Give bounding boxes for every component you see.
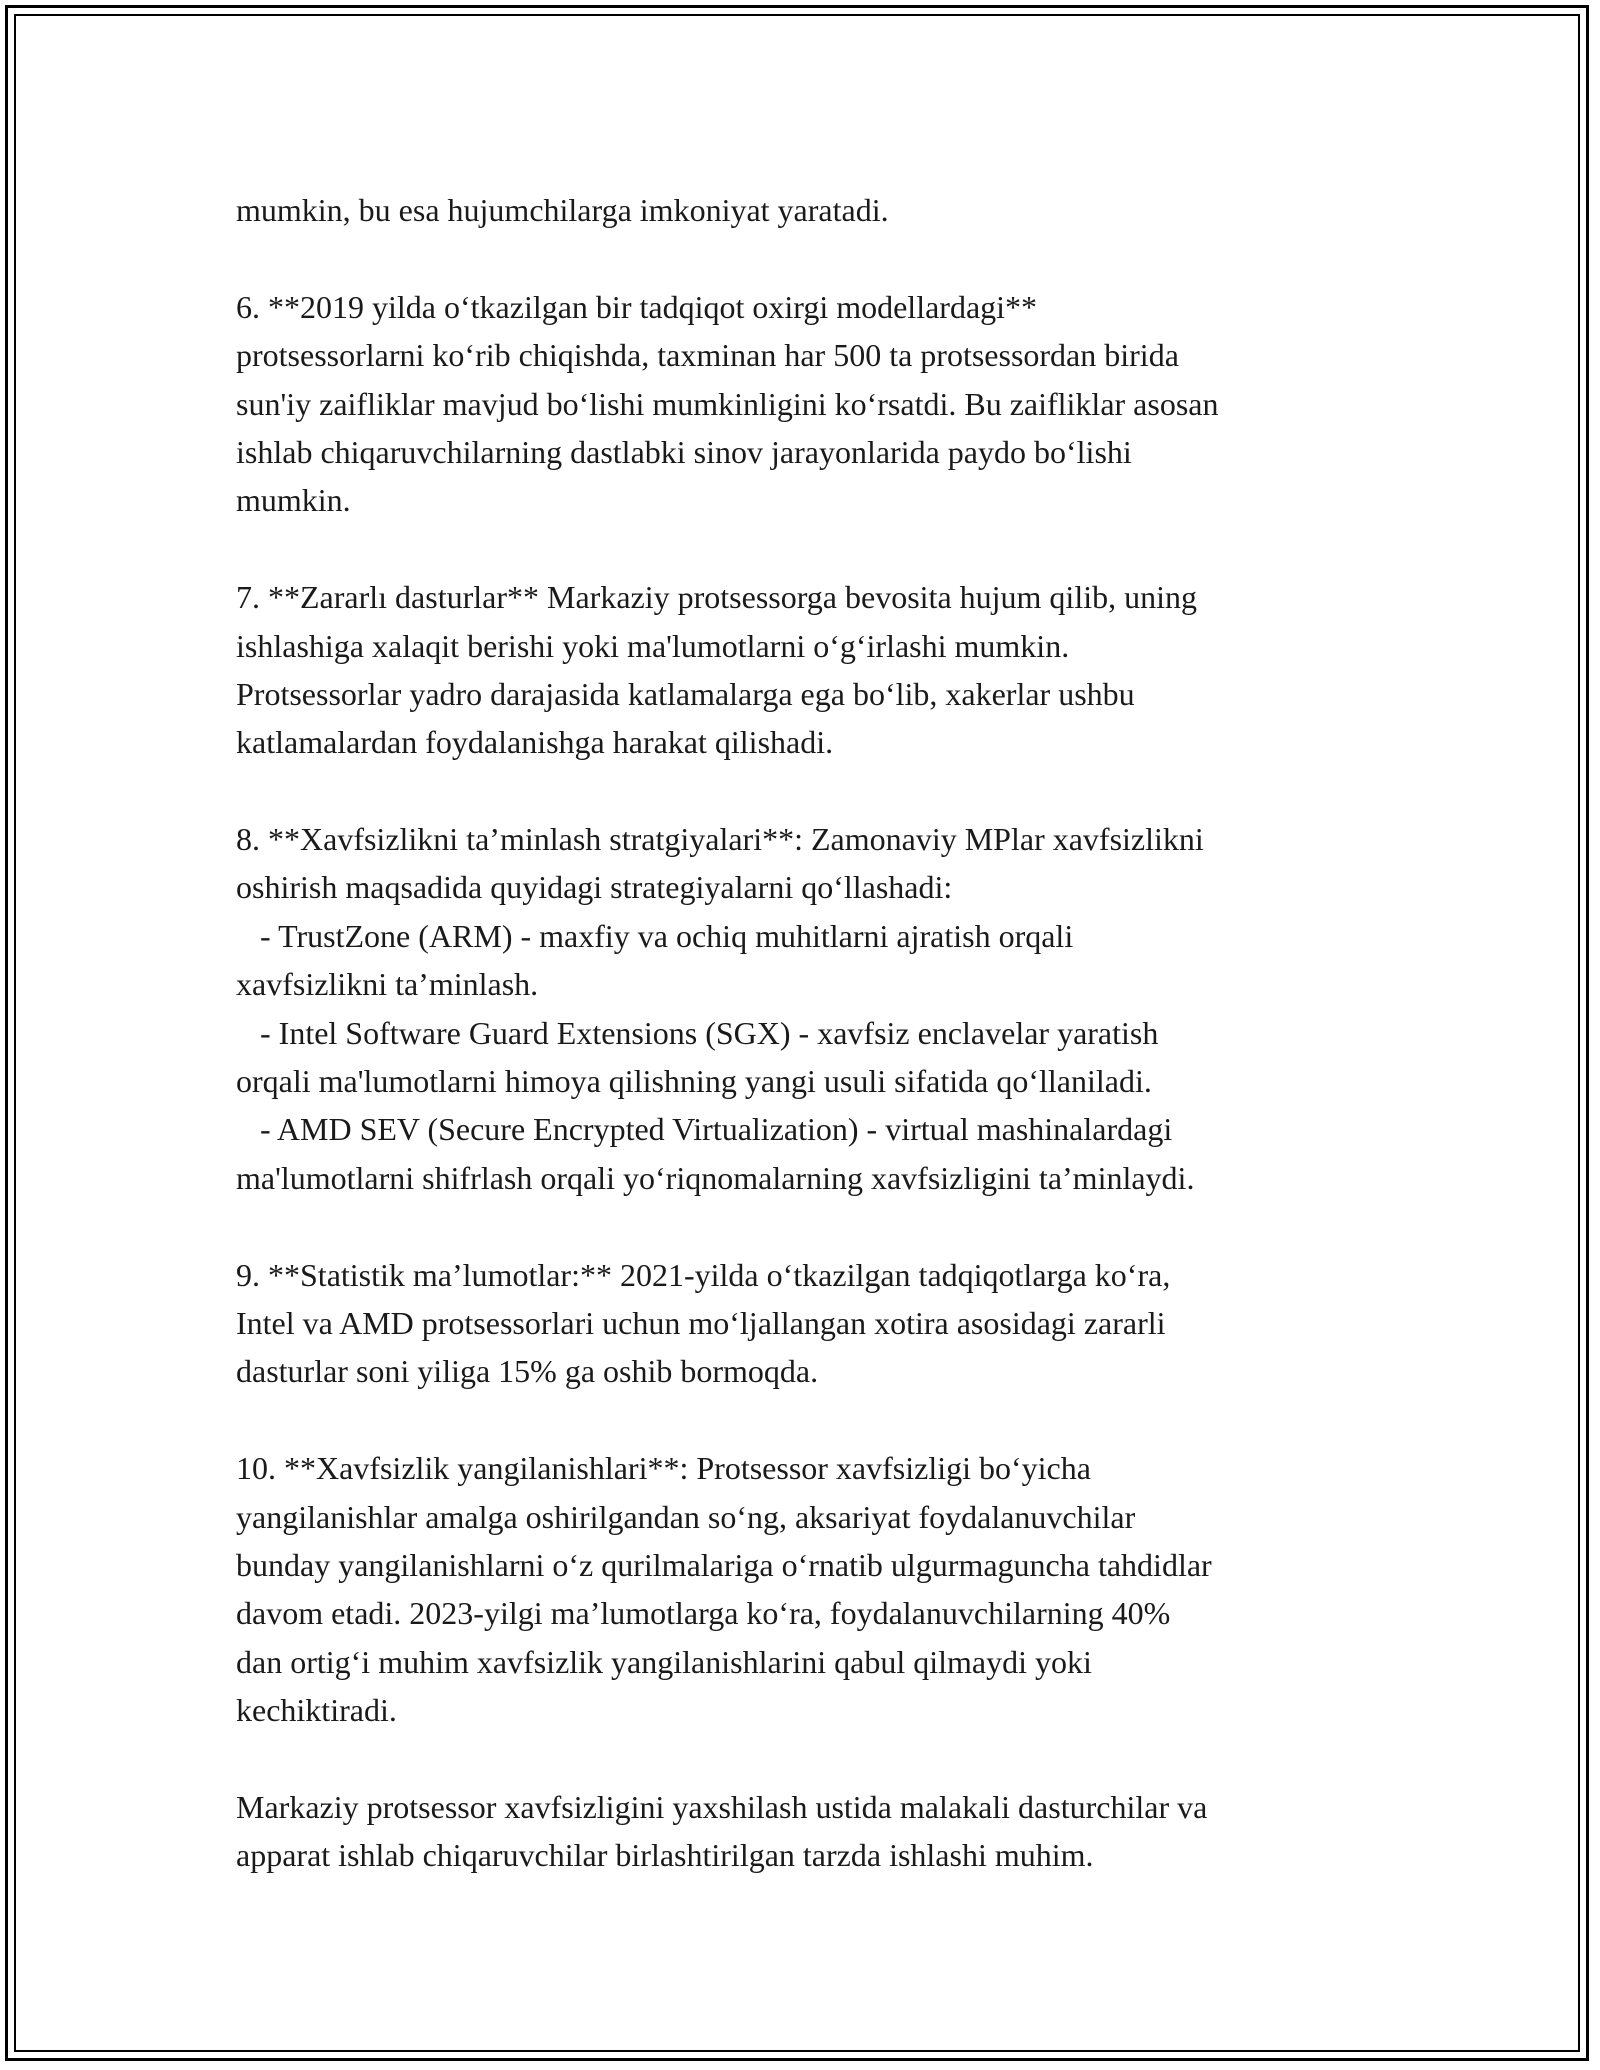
text-line: dan ortig‘i muhim xavfsizlik yangilanishlarini qabul qilmaydi yoki <box>236 1643 1092 1680</box>
text-line: Markaziy protsessor xavfsizligini yaxshilash ustida malakali dasturchilar va <box>236 1788 1208 1825</box>
text-line: ishlab chiqaruvchilarning dastlabki sinov jarayonlarida paydo bo‘lishi <box>236 433 1132 470</box>
paragraph-8 <box>236 815 1386 1202</box>
paragraph-spacer <box>236 1396 1386 1444</box>
text-line: - Intel Software Guard Extensions (SGX) - xavfsiz enclavelar yaratish <box>236 1014 1159 1051</box>
text-line: oshirish maqsadida quyidagi strategiyalarni qo‘llashadi: <box>236 869 953 906</box>
paragraph-continuation <box>236 186 1386 234</box>
text-line: 10. **Xavfsizlik yangilanishlari**: Protsessor xavfsizligi bo‘yicha <box>236 1450 1091 1487</box>
text-line: mumkin. <box>236 482 351 519</box>
text-line: Protsessorlar yadro darajasida katlamalarga ega bo‘lib, xakerlar ushbu <box>236 675 1135 712</box>
text-line: mumkin, bu esa hujumchilarga imkoniyat yaratadi. <box>236 192 889 228</box>
paragraph-spacer <box>236 525 1386 573</box>
text-line: ishlashiga xalaqit berishi yoki ma'lumotlarni o‘g‘irlashi mumkin. <box>236 627 1070 664</box>
text-line: orqali ma'lumotlarni himoya qilishning yangi usuli sifatida qo‘llaniladi. <box>236 1063 1152 1100</box>
text-line: katlamalardan foydalanishga harakat qilishadi. <box>236 724 834 761</box>
paragraph-spacer <box>236 1735 1386 1783</box>
text-line: davom etadi. 2023-yilgi ma’lumotlarga ko‘ra, foydalanuvchilarning 40% <box>236 1595 1171 1632</box>
paragraph-9 <box>236 1251 1386 1396</box>
text-line: dasturlar soni yiliga 15% ga oshib bormoqda. <box>236 1353 819 1390</box>
text-line: protsessorlarni ko‘rib chiqishda, taxminan har 500 ta protsessordan birida <box>236 337 1179 374</box>
text-line: 9. **Statistik ma’lumotlar:** 2021-yilda o‘tkazilgan tadqiqotlarga ko‘ra, <box>236 1256 1171 1293</box>
text-line: - AMD SEV (Secure Encrypted Virtualization) - virtual mashinalardagi <box>236 1111 1173 1148</box>
document-body <box>236 186 1386 1880</box>
text-line: sun'iy zaifliklar mavjud bo‘lishi mumkinligini ko‘rsatdi. Bu zaifliklar asosan <box>236 385 1219 422</box>
paragraph-6 <box>236 283 1386 525</box>
text-line: yangilanishlar amalga oshirilgandan so‘ng, aksariyat foydalanuvchilar <box>236 1498 1136 1535</box>
paragraph-7 <box>236 573 1386 767</box>
text-line: bunday yangilanishlarni o‘z qurilmalariga o‘rnatib ulgurmaguncha tahdidlar <box>236 1546 1212 1583</box>
paragraph-spacer <box>236 1202 1386 1250</box>
text-line: 6. **2019 yilda o‘tkazilgan bir tadqiqot oxirgi modellardagi** <box>236 288 1038 325</box>
text-line: - TrustZone (ARM) - maxfiy va ochiq muhitlarni ajratish orqali <box>236 917 1074 954</box>
text-line: apparat ishlab chiqaruvchilar birlashtirilgan tarzda ishlashi muhim. <box>236 1837 1094 1874</box>
paragraph-10 <box>236 1444 1386 1734</box>
text-line: Intel va AMD protsessorlari uchun mo‘ljallangan xotira asosidagi zararli <box>236 1304 1166 1341</box>
paragraph-spacer <box>236 234 1386 282</box>
text-line: 8. **Xavfsizlikni ta’minlash stratgiyalari**: Zamonaviy MPlar xavfsizlikni <box>236 821 1204 858</box>
text-line: 7. **Zararlı dasturlar** Markaziy protsessorga bevosita hujum qilib, uning <box>236 579 1197 616</box>
text-line: xavfsizlikni ta’minlash. <box>236 966 539 1003</box>
text-line: kechiktiradi. <box>236 1692 397 1729</box>
paragraph-conclusion <box>236 1783 1386 1880</box>
text-line: ma'lumotlarni shifrlash orqali yo‘riqnomalarning xavfsizligini ta’minlaydi. <box>236 1159 1195 1196</box>
paragraph-spacer <box>236 767 1386 815</box>
